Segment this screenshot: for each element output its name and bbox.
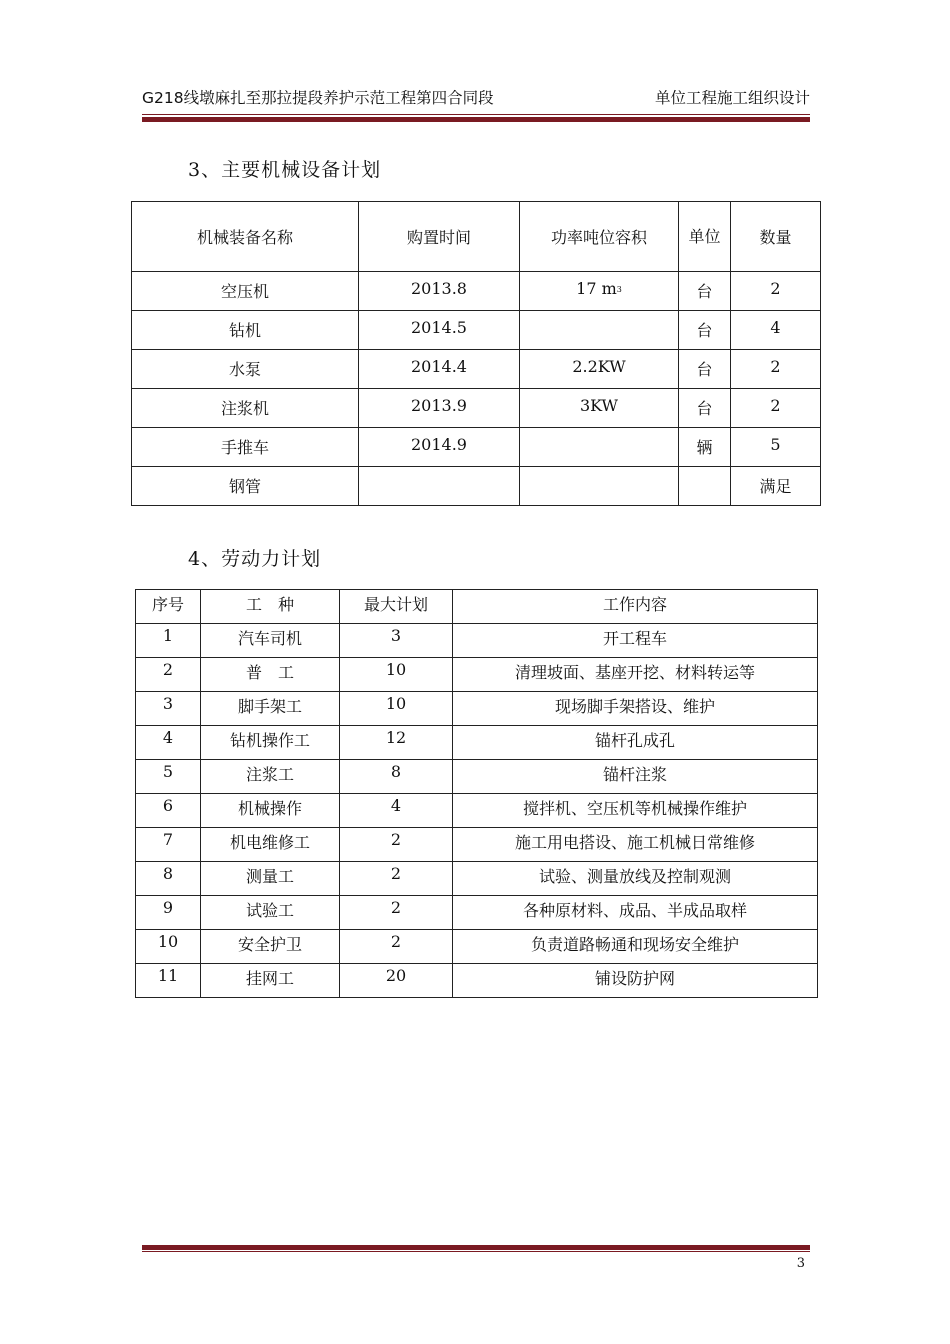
equipment-qty-cell: 2	[731, 350, 821, 389]
labor-work-cell: 锚杆注浆	[453, 760, 818, 794]
labor-row	[136, 726, 818, 760]
labor-table	[135, 589, 818, 998]
equipment-qty-cell: 满足	[731, 467, 821, 506]
labor-col-work: 工作内容	[453, 590, 818, 624]
page-number: 3	[796, 1256, 805, 1271]
equipment-row	[132, 467, 821, 506]
equipment-name-cell: 钢管	[132, 467, 359, 506]
labor-no-cell: 2	[136, 658, 201, 692]
equipment-power-value: 2.2KW	[572, 357, 626, 376]
equipment-date-cell: 2014.4	[359, 350, 520, 389]
labor-trade-cell: 脚手架工	[201, 692, 340, 726]
labor-max-cell: 3	[340, 624, 453, 658]
equipment-qty-cell: 5	[731, 428, 821, 467]
equipment-unit-cell: 台	[679, 350, 731, 389]
labor-max-cell: 12	[340, 726, 453, 760]
labor-trade-cell: 普 工	[201, 658, 340, 692]
labor-trade-cell: 钻机操作工	[201, 726, 340, 760]
labor-trade-cell: 机电维修工	[201, 828, 340, 862]
labor-row	[136, 896, 818, 930]
labor-row	[136, 964, 818, 998]
labor-col-trade: 工 种	[201, 590, 340, 624]
labor-trade-cell: 注浆工	[201, 760, 340, 794]
labor-no-cell: 5	[136, 760, 201, 794]
equipment-qty-cell: 4	[731, 311, 821, 350]
equipment-power-value: 3KW	[579, 396, 618, 415]
equipment-name-cell: 钻机	[132, 311, 359, 350]
equipment-row	[132, 272, 821, 311]
equipment-unit-cell	[679, 467, 731, 506]
labor-work-cell: 锚杆孔成孔	[453, 726, 818, 760]
header-doc-title: 单位工程施工组织设计	[654, 89, 810, 107]
labor-max-cell: 8	[340, 760, 453, 794]
labor-no-cell: 8	[136, 862, 201, 896]
labor-row	[136, 658, 818, 692]
labor-row	[136, 624, 818, 658]
equipment-header-row	[132, 202, 821, 272]
equipment-row	[132, 311, 821, 350]
equipment-table	[131, 201, 821, 506]
labor-work-cell: 各种原材料、成品、半成品取样	[453, 896, 818, 930]
equipment-name-cell: 空压机	[132, 272, 359, 311]
labor-header-row	[136, 590, 818, 624]
equipment-unit-cell: 台	[679, 311, 731, 350]
labor-work-cell: 现场脚手架搭设、维护	[453, 692, 818, 726]
labor-trade-cell: 试验工	[201, 896, 340, 930]
labor-work-cell: 负责道路畅通和现场安全维护	[453, 930, 818, 964]
labor-trade-cell: 安全护卫	[201, 930, 340, 964]
equipment-power-cell	[520, 311, 679, 350]
labor-trade-cell: 测量工	[201, 862, 340, 896]
equipment-row	[132, 350, 821, 389]
labor-row	[136, 930, 818, 964]
footer-rule-thin	[142, 1251, 810, 1252]
equipment-col-name: 机械装备名称	[132, 202, 359, 272]
header-rule-thin	[142, 114, 810, 115]
labor-col-max: 最大计划	[340, 590, 453, 624]
labor-work-cell: 施工用电搭设、施工机械日常维修	[453, 828, 818, 862]
labor-max-cell: 20	[340, 964, 453, 998]
equipment-date-cell: 2014.5	[359, 311, 520, 350]
equipment-date-cell: 2013.9	[359, 389, 520, 428]
equipment-power-cell	[520, 428, 679, 467]
labor-max-cell: 2	[340, 828, 453, 862]
section3-title: 3、主要机械设备计划	[188, 159, 382, 181]
equipment-name-cell: 水泵	[132, 350, 359, 389]
equipment-power-cell	[520, 389, 679, 428]
equipment-unit-cell: 台	[679, 272, 731, 311]
labor-work-cell: 试验、测量放线及控制观测	[453, 862, 818, 896]
equipment-power-superscript: 3	[616, 285, 622, 294]
labor-work-cell: 铺设防护网	[453, 964, 818, 998]
equipment-col-power: 功率吨位容积	[520, 202, 679, 272]
labor-work-cell: 搅拌机、空压机等机械操作维护	[453, 794, 818, 828]
equipment-power-value: 17 m	[576, 279, 617, 298]
labor-no-cell: 1	[136, 624, 201, 658]
footer-rule-thick	[142, 1245, 810, 1250]
labor-max-cell: 2	[340, 862, 453, 896]
equipment-power-cell	[520, 272, 679, 311]
labor-max-cell: 2	[340, 896, 453, 930]
equipment-power-cell	[520, 467, 679, 506]
equipment-date-cell: 2014.9	[359, 428, 520, 467]
labor-no-cell: 7	[136, 828, 201, 862]
labor-max-cell: 10	[340, 658, 453, 692]
header-rule-thick	[142, 117, 810, 122]
equipment-qty-cell: 2	[731, 389, 821, 428]
labor-work-cell: 清理坡面、基座开挖、材料转运等	[453, 658, 818, 692]
labor-no-cell: 11	[136, 964, 201, 998]
labor-trade-cell: 汽车司机	[201, 624, 340, 658]
equipment-name-cell: 注浆机	[132, 389, 359, 428]
labor-max-cell: 2	[340, 930, 453, 964]
equipment-row	[132, 428, 821, 467]
labor-max-cell: 10	[340, 692, 453, 726]
equipment-col-unit: 单位	[679, 202, 731, 272]
labor-no-cell: 9	[136, 896, 201, 930]
equipment-row	[132, 389, 821, 428]
section4-title: 4、劳动力计划	[188, 548, 322, 570]
labor-no-cell: 3	[136, 692, 201, 726]
equipment-qty-cell: 2	[731, 272, 821, 311]
labor-col-no: 序号	[136, 590, 201, 624]
equipment-power-cell	[520, 350, 679, 389]
labor-row	[136, 760, 818, 794]
labor-max-cell: 4	[340, 794, 453, 828]
labor-row	[136, 828, 818, 862]
equipment-name-cell: 手推车	[132, 428, 359, 467]
labor-trade-cell: 挂网工	[201, 964, 340, 998]
labor-no-cell: 10	[136, 930, 201, 964]
labor-no-cell: 4	[136, 726, 201, 760]
equipment-unit-cell: 辆	[679, 428, 731, 467]
equipment-unit-cell: 台	[679, 389, 731, 428]
equipment-col-qty: 数量	[731, 202, 821, 272]
header-project-title: G218线墩麻扎至那拉提段养护示范工程第四合同段	[142, 89, 494, 107]
equipment-date-cell	[359, 467, 520, 506]
labor-trade-cell: 机械操作	[201, 794, 340, 828]
labor-work-cell: 开工程车	[453, 624, 818, 658]
labor-row	[136, 692, 818, 726]
labor-row	[136, 794, 818, 828]
labor-no-cell: 6	[136, 794, 201, 828]
labor-row	[136, 862, 818, 896]
equipment-date-cell: 2013.8	[359, 272, 520, 311]
equipment-col-date: 购置时间	[359, 202, 520, 272]
